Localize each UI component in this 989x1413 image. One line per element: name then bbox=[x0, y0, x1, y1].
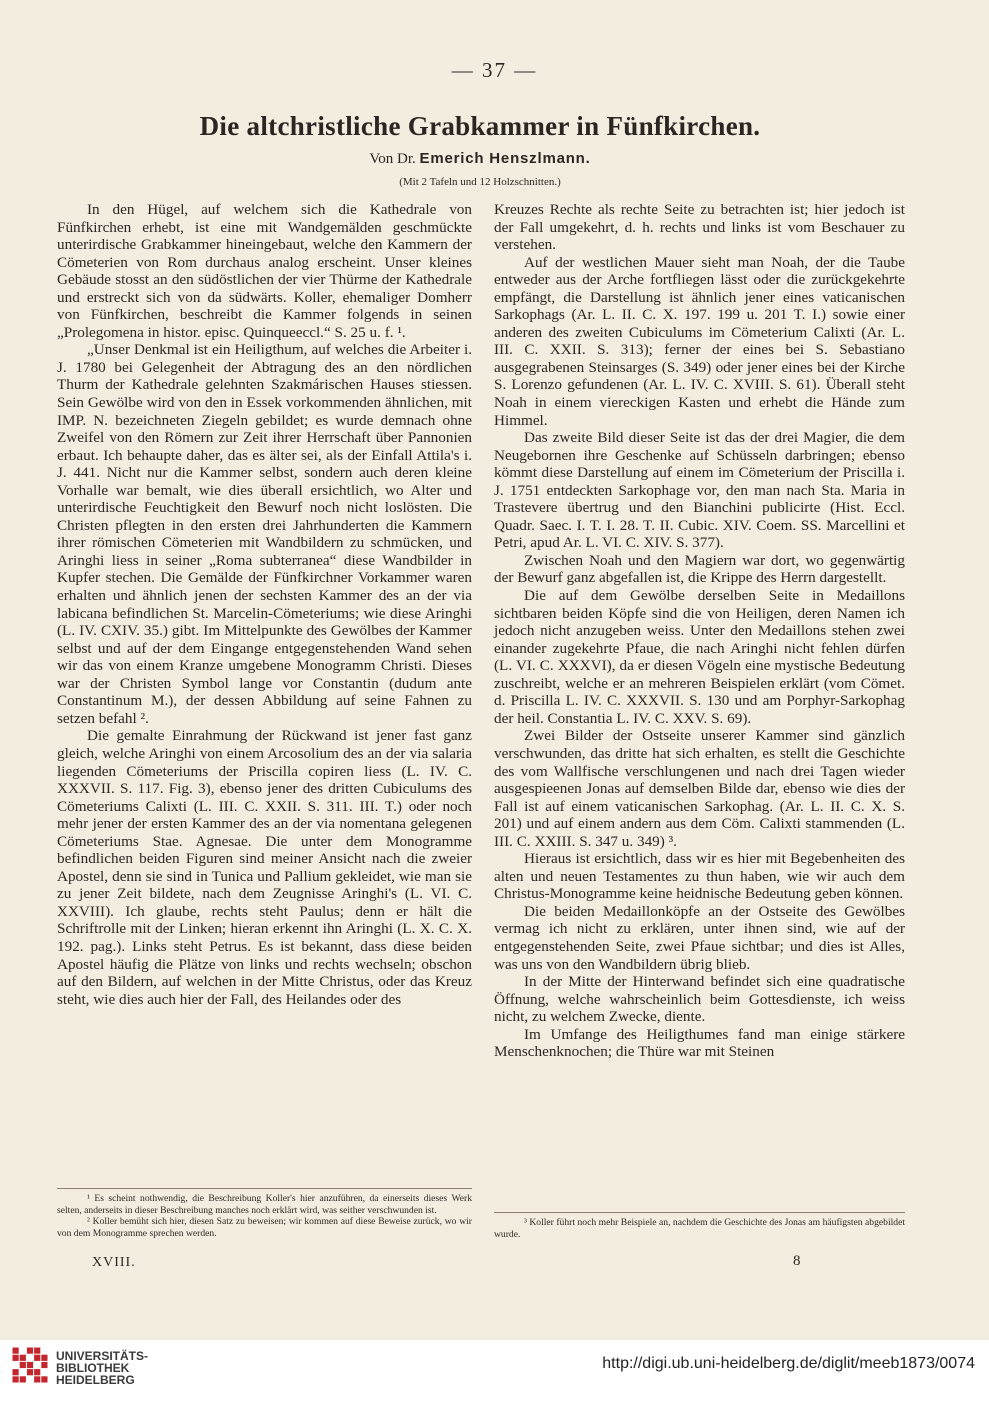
logo-cell bbox=[20, 1355, 26, 1361]
paragraph: Zwei Bilder der Ostseite unserer Kammer sind gänzlich verschwunden, das dritte hat sich erhalten, es stellt die Geschichte des vom Wallfische verschlungenen und nach drei Tagen wieder ausgespieenen Jonas auf demselben Bilde dar, ebenso wie dies der Fall ist auf einem vaticanischen Sarkophag. (Ar. L. II. C. X. S. 201) und auf einem andern aus dem Cöm. Calixti stammenden (L. III. C. XXIII. S. 347 u. 349) ³. bbox=[494, 727, 905, 850]
logo-cell bbox=[27, 1362, 33, 1368]
paragraph: Die beiden Medaillonköpfe an der Ostseite des Gewölbes vermag ich nicht zu erklären, unter ihnen sind, wie auf der entgegenstehenden Seite, zwei Pfaue sichtbar; und dies ist Alles, was uns von den Wandbildern übrig blieb. bbox=[494, 902, 905, 973]
paragraph: Die gemalte Einrahmung der Rückwand ist jener fast ganz gleich, welche Aringhi von einem Arcosolium des an der via salaria liegenden Cömeteriums der Priscilla copiren liess (L. IV. C. XXXVII. S. 117. Fig. 3), ebenso jener des dritten Cubiculums des Cömeteriums Calixti (L. III. C. XXII. S. 311. III. T.) oder noch mehr jener der ersten Kammer des an der via nomentana gelegenen Cömeteriums Stae. Agnesae. Die unter dem Monogramme befindlichen beiden Figuren sind meiner Ansicht nach die zweier Apostel, denn sie sind in Tunica und Pallium gekleidet, wie man sie zu jener Zeit bildete, nach dem Zeugnisse Aringhi's (L. VI. C. XXVIII). Ich glaube, rechts steht Paulus; denn er hält die Schriftrolle mit der Linken; hieran erkennt ihn Aringhi (L. X. C. X. 192. pag.). Links steht Petrus. Es ist bekannt, dass diese beiden Apostel häufig die Plätze von links und rechts wechseln; obschon auf den Bildern, auf welchen in der Mitte Christus, oder das Kreuz steht, wie dies auch hier der Fall, des Heilandes oder des bbox=[57, 727, 472, 1008]
logo-cell bbox=[41, 1362, 47, 1368]
signature-mark: XVIII. bbox=[92, 1255, 136, 1270]
logo-cell bbox=[20, 1376, 26, 1382]
footnote: ³ Koller führt noch mehr Beispiele an, nachdem die Geschichte des Jonas am häufigsten abgebildet wurde. bbox=[494, 1217, 905, 1240]
paragraph: Auf der westlichen Mauer sieht man Noah, der die Taube entweder aus der Arche fortfliegen lässt oder die zurückgekehrte empfängt, die Darstellung ist ähnlich jener eines vaticanischen Sarkophags (Ar. L. II. C. X. 197. 199 u. 201 T. I.) sowie einer anderen des zweiten Cubiculums im Cömeterium Calixti (Ar. L. III. C. XXII. S. 313); ferner der eines bei S. Sebastiano ausgegrabenen Steinsarges (S. 349) oder jener eines bei der Kirche S. Lorenzo gefundenen (Ar. L. IV. C. XVIII. S. 61). Überall steht Noah in einem viereckigen Kasten und erhebt die Hände zum Himmel. bbox=[494, 253, 905, 429]
footnote: ¹ Es scheint nothwendig, die Beschreibung Koller's hier anzuführen, da einerseits dieses Werk selten, anderseits in dieser Beschreibung manches noch erklärt wird, was seither verschwunden ist. bbox=[57, 1193, 472, 1216]
footnotes-right bbox=[494, 1212, 905, 1240]
logo-cell bbox=[34, 1355, 40, 1361]
logo-cell bbox=[41, 1355, 47, 1361]
paragraph: In der Mitte der Hinterwand befindet sich eine quadratische Öffnung, welche wahrscheinlich beim Gottesdienste, ich weiss nicht, zu welchem Zwecke, diente. bbox=[494, 973, 905, 1026]
footnote: ² Koller bemüht sich hier, diesen Satz zu beweisen; wir kommen auf diese Beweise zurück, wo wir von dem Monogramme sprechen werden. bbox=[57, 1216, 472, 1239]
university-library-logo-icon bbox=[12, 1347, 50, 1385]
library-name-line: BIBLIOTHEK bbox=[56, 1361, 130, 1375]
logo-cell bbox=[34, 1369, 40, 1375]
article-title: Die altchristliche Grabkammer in Fünfkirchen. bbox=[199, 111, 761, 141]
logo-cell bbox=[34, 1376, 40, 1382]
source-url-link[interactable]: http://digi.ub.uni-heidelberg.de/diglit/meeb1873/0074 bbox=[602, 1355, 975, 1372]
logo-grid bbox=[13, 1348, 48, 1383]
paragraph: Hieraus ist ersichtlich, dass wir es hier mit Begebenheiten des alten und neuen Testamentes zu thun haben, wie wir auch dem Christus-Monogramme keine heidnische Bedeutung geben können. bbox=[494, 850, 905, 903]
logo-cell bbox=[13, 1376, 19, 1382]
library-name bbox=[56, 1350, 148, 1386]
author-name: Emerich Henszlmann. bbox=[419, 150, 591, 167]
library-name-line: UNIVERSITÄTS- bbox=[56, 1349, 149, 1363]
logo-cell bbox=[13, 1369, 19, 1375]
logo-cell bbox=[13, 1355, 19, 1361]
footnotes-left bbox=[57, 1188, 472, 1239]
byline bbox=[0, 150, 960, 168]
sheet-number: 8 bbox=[793, 1253, 801, 1269]
logo-cell bbox=[13, 1348, 19, 1354]
right-column bbox=[494, 201, 905, 1061]
paragraph: Zwischen Noah und den Magiern war dort, wo gegenwärtig der Bewurf ganz abgefallen ist, die Krippe des Herrn dargestellt. bbox=[494, 551, 905, 587]
logo-cell bbox=[27, 1348, 33, 1354]
byline-prefix: Von Dr. bbox=[369, 151, 416, 167]
paragraph: Die auf dem Gewölbe derselben Seite in Medaillons sichtbaren beiden Köpfe sind die von Heiligen, deren Namen ich jedoch nicht anzugeben weiss. Unter den Medaillons stehen zwei einander zugekehrte Pfaue, die nach Aringhi nicht fehlen dürfen (L. VI. C. XXXVI), da er diesen Vögeln eine mystische Bedeutung zuschreibt, welche er an mehreren Beispielen erklärt (vom Cömet. d. Priscilla L. IV. C. XXXVII. S. 130 und am Porphyr-Sarkophag der heil. Constantia L. IV. C. XXV. S. 69). bbox=[494, 587, 905, 727]
paragraph: Das zweite Bild dieser Seite ist das der drei Magier, die dem Neugebornen ihre Geschenke auf Schüsseln darbringen; ebenso kömmt diese Darstellung auf einem im Cömeterium der Priscilla i. J. 1751 entdeckten Sarkophage vor, den man nach Sta. Maria in Trastevere übertrug und den Bianchini publicirte (Hist. Eccl. Quadr. Saec. I. T. I. 28. T. II. Cubic. XIV. Coem. SS. Marcellini et Petri, apud Ar. L. VI. C. XIV. S. 377). bbox=[494, 429, 905, 552]
paragraph: „Unser Denkmal ist ein Heiligthum, auf welches die Arbeiter i. J. 1780 bei Gelegenheit der Abtragung des an den nördlichen Thurm der Kathedrale gelehnten Szakmárischen Hauses stiessen. Sein Gewölbe wird von den in Essek vorkommenden ähnlichen, mit IMP. N. bezeichneten Ziegeln gebildet; es wurde demnach ohne Zweifel von den Römern zur Zeit ihrer Herrschaft über Pannonien erbaut. Ich behaupte daher, das es älter sei, als der Einfall Attila's i. J. 441. Nicht nur die Kammer selbst, sondern auch deren kleine Vorhalle war bemalt, wie dies überall ersichtlich, wo Alter und unterirdische Feuchtigkeit den Bewurf noch nicht loslösten. Die Christen pflegten in den ersten drei Jahrhunderten die Kammern ihrer römischen Cömeterien mit Wandbildern zu schmücken, und Aringhi liess in seiner „Roma subterranea“ diese Wandbilder in Kupfer stechen. Die Gemälde der Fünfkirchner Vorkammer waren erhalten und ähnlich jenen der sechsten Kammer des an der via labicana befindlichen St. Marcelin-Cömeteriums; wie diese Aringhi (L. IV. CXIV. 35.) gibt. Im Mittelpunkte des Gewölbes der Kammer selbst und auf der dem Eingange entgegenstehenden Wand sehen wir das von einem Kranze umgebene Monogramm Christi. Dieses war der Christen Symbol lange vor Constantin (dudum ante Constantinum M.), der dessen Abbildung auf seine Fahnen zu setzen befahl ². bbox=[57, 341, 472, 727]
logo-cell bbox=[20, 1362, 26, 1368]
paragraph: Im Umfange des Heiligthumes fand man einige stärkere Menschenknochen; die Thüre war mit Steinen bbox=[494, 1025, 905, 1061]
paragraph-continuation: Kreuzes Rechte als rechte Seite zu betrachten ist; hier jedoch ist der Fall umgekehrt, d. h. rechts und links ist vom Beschauer zu verstehen. bbox=[494, 201, 905, 254]
logo-cell bbox=[34, 1348, 40, 1354]
library-name-line: HEIDELBERG bbox=[56, 1373, 135, 1387]
article-subtitle: (Mit 2 Tafeln und 12 Holzschnitten.) bbox=[399, 176, 561, 188]
logo-cell bbox=[27, 1369, 33, 1375]
left-column bbox=[57, 201, 472, 1008]
logo-cell bbox=[41, 1376, 47, 1382]
library-footer-bar bbox=[0, 1340, 989, 1413]
paragraph: In den Hügel, auf welchem sich die Kathedrale von Fünfkirchen erhebt, ist eine mit Wandgemälden geschmückte unterirdische Grabkammer hineingebaut, welche den Kammern der Cömeterien von Rom durchaus analog erscheint. Unser kleines Gebäude stosst an den südöstlichen der vier Thürme der Kathedrale und erstreckt sich von da südwärts. Koller, ehemaliger Domherr von Fünfkirchen, beschreibt die Kammer folgends in seinen „Prolegomena in histor. episc. Quinqueeccl.“ S. 25 u. f. ¹. bbox=[57, 201, 472, 341]
page-number: — 37 — bbox=[451, 58, 538, 82]
